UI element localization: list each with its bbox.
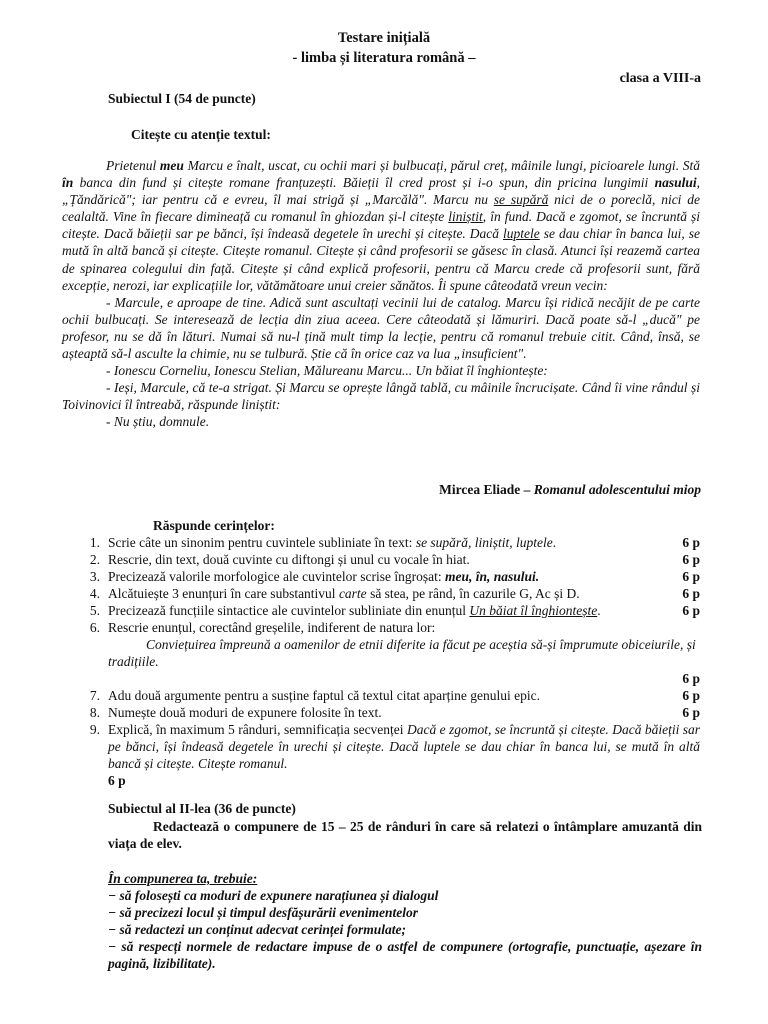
dialogue-line: - Marcule, e aproape de tine. Adică sunt ascultați vecinii lui de catalog. Marcu își ridică necăjit de pe carte ochii bulbucați. Se interesează de lecția din ziua aceea. Cere câteodată și lămuriri. Dacă poate să-l „ducă" pe profesor, nu se dă în lături. Numai să nu-l țină mult timp la lecție, pentru că romanul trebuie citit. Când, însă, se așteaptă să-l asculte la chimie, nu se tulbură. Știe că în orice caz va lua „insuficient".	[62, 294, 700, 362]
task-item: 1. Scrie câte un sinonim pentru cuvintele subliniate în text: se supără, liniștit, luptele. 6 p	[89, 535, 700, 550]
task-points: 6 p	[682, 688, 700, 703]
task-item: 6. Rescrie enunțul, corectând greșelile, indiferent de natura lor: Conviețuirea împreună a oamenilor de etnii diferite ia făcut pe aceștia să-și împrumute obiceiurile, și tradițiile. 6 p	[89, 620, 700, 686]
reading-text	[62, 157, 700, 431]
task-item: 9. Explică, în maximum 5 rânduri, semnificația secvenței Dacă e zgomot, se încruntă și citește. Dacă băieții sar pe bănci, își îndeasă degetele în urechi și citește. Dacă luptele se dau chiar în banca lui, se mută în altă bancă și citește. Citește romanul. 6 p	[89, 722, 700, 788]
composition-requirements	[108, 870, 702, 972]
task-item: 8. Numește două moduri de expunere folosite în text. 6 p	[89, 705, 700, 720]
task-list	[62, 534, 702, 789]
reading-instruction: Citește cu atenție textul:	[131, 127, 271, 142]
task-points: 6 p	[108, 773, 126, 788]
grade-label: clasa a VIII-a	[619, 71, 701, 86]
requirement-item: − să respecți normele de redactare impuse de o astfel de compunere (ortografie, punctuație, așezare în pagină, lizibilitate).	[108, 939, 702, 971]
dialogue-line: - Ieși, Marcule, că te-a strigat. Și Marcu se oprește lângă tablă, cu mâinile încrucișate. Când îi vine rândul și Toivinovici îl întreabă, răspunde liniștit:	[62, 380, 700, 413]
dialogue-line: - Nu știu, domnule.	[106, 414, 210, 430]
task-item: 4. Alcătuiește 3 enunțuri în care substantivul carte să stea, pe rând, în cazurile G, Ac și D. 6 p	[89, 586, 700, 601]
task-item: 7. Adu două argumente pentru a susține faptul că textul citat aparține genului epic. 6 p	[89, 688, 700, 703]
text-source: Mircea Eliade – Romanul adolescentului miop	[439, 482, 701, 497]
subject2-heading: Subiectul al II-lea (36 de puncte)	[108, 801, 296, 816]
task-item: 5. Precizează funcțiile sintactice ale cuvintelor subliniate din enunțul Un băiat îl înghiontește. 6 p	[89, 603, 700, 618]
task-points: 6 p	[682, 535, 700, 550]
subject1-heading: Subiectul I (54 de puncte)	[108, 91, 256, 106]
requirements-heading: În compunerea ta, trebuie:	[108, 871, 258, 886]
task-points: 6 p	[682, 586, 700, 601]
task-item: 2. Rescrie, din text, două cuvinte cu diftongi și unul cu vocale în hiat. 6 p	[89, 552, 700, 567]
task-item: 3. Precizează valorile morfologice ale cuvintelor scrise îngroșat: meu, în, nasului. 6 p	[89, 569, 700, 584]
tasks-heading: Răspunde cerințelor:	[153, 518, 275, 533]
requirement-item: − să precizezi locul și timpul desfășurării evenimentelor	[108, 905, 419, 920]
task-points: 6 p	[682, 569, 700, 584]
task-points: 6 p	[682, 552, 700, 567]
text-paragraph: Prietenul meu Marcu e înalt, uscat, cu ochii mari și bulbucați, părul creț, mâinile lungi, picioarele lungi. Stă în banca din fund și citește romane franțuzești. Băieții îl cred prost și i-o spun, din pricina lungimii nasului, „Țăndărică"; iar pentru că e evreu, îl mai strigă și „Marcălă". Marcu nu se supără nici de o poreclă, nici de cealaltă. Vine în fiecare dimineață cu romanul în ghiozdan și-l citește liniștit, în fund. Dacă e zgomot, se încruntă și citește. Dacă băieții sar pe bănci, își îndeasă degetele în urechi și citește. Dacă luptele se dau chiar în banca lui, se mută în altă bancă și citește. Citește romanul. Citește și când profesorii se găsesc în clasă. Atunci își reazemă cartea de spinarea colegului din față. Citește și când explică profesorii, pentru că Marcu crede că profesorii sunt, fără excepție, nerozi, iar explicațiile lor, vătămătoare unui creier sănătos. Îi spune câteodată vreun vecin:	[62, 158, 700, 293]
task-points: 6 p	[682, 705, 700, 720]
requirement-item: − să redactezi un conținut adecvat cerinței formulate;	[108, 922, 407, 937]
dialogue-line: - Ionescu Corneliu, Ionescu Stelian, Mălureanu Marcu... Un băiat îl înghiontește:	[106, 363, 548, 379]
document-title: Testare inițială	[337, 30, 431, 46]
document-subtitle: - limba și literatura română –	[292, 50, 476, 66]
task-points: 6 p	[682, 671, 700, 686]
subject2-task: Redactează o compunere de 15 – 25 de rânduri în care să relatezi o întâmplare amuzantă din viața de elev.	[108, 819, 702, 851]
task-points: 6 p	[682, 603, 700, 618]
requirement-item: − să folosești ca moduri de expunere narațiunea și dialogul	[108, 888, 439, 903]
